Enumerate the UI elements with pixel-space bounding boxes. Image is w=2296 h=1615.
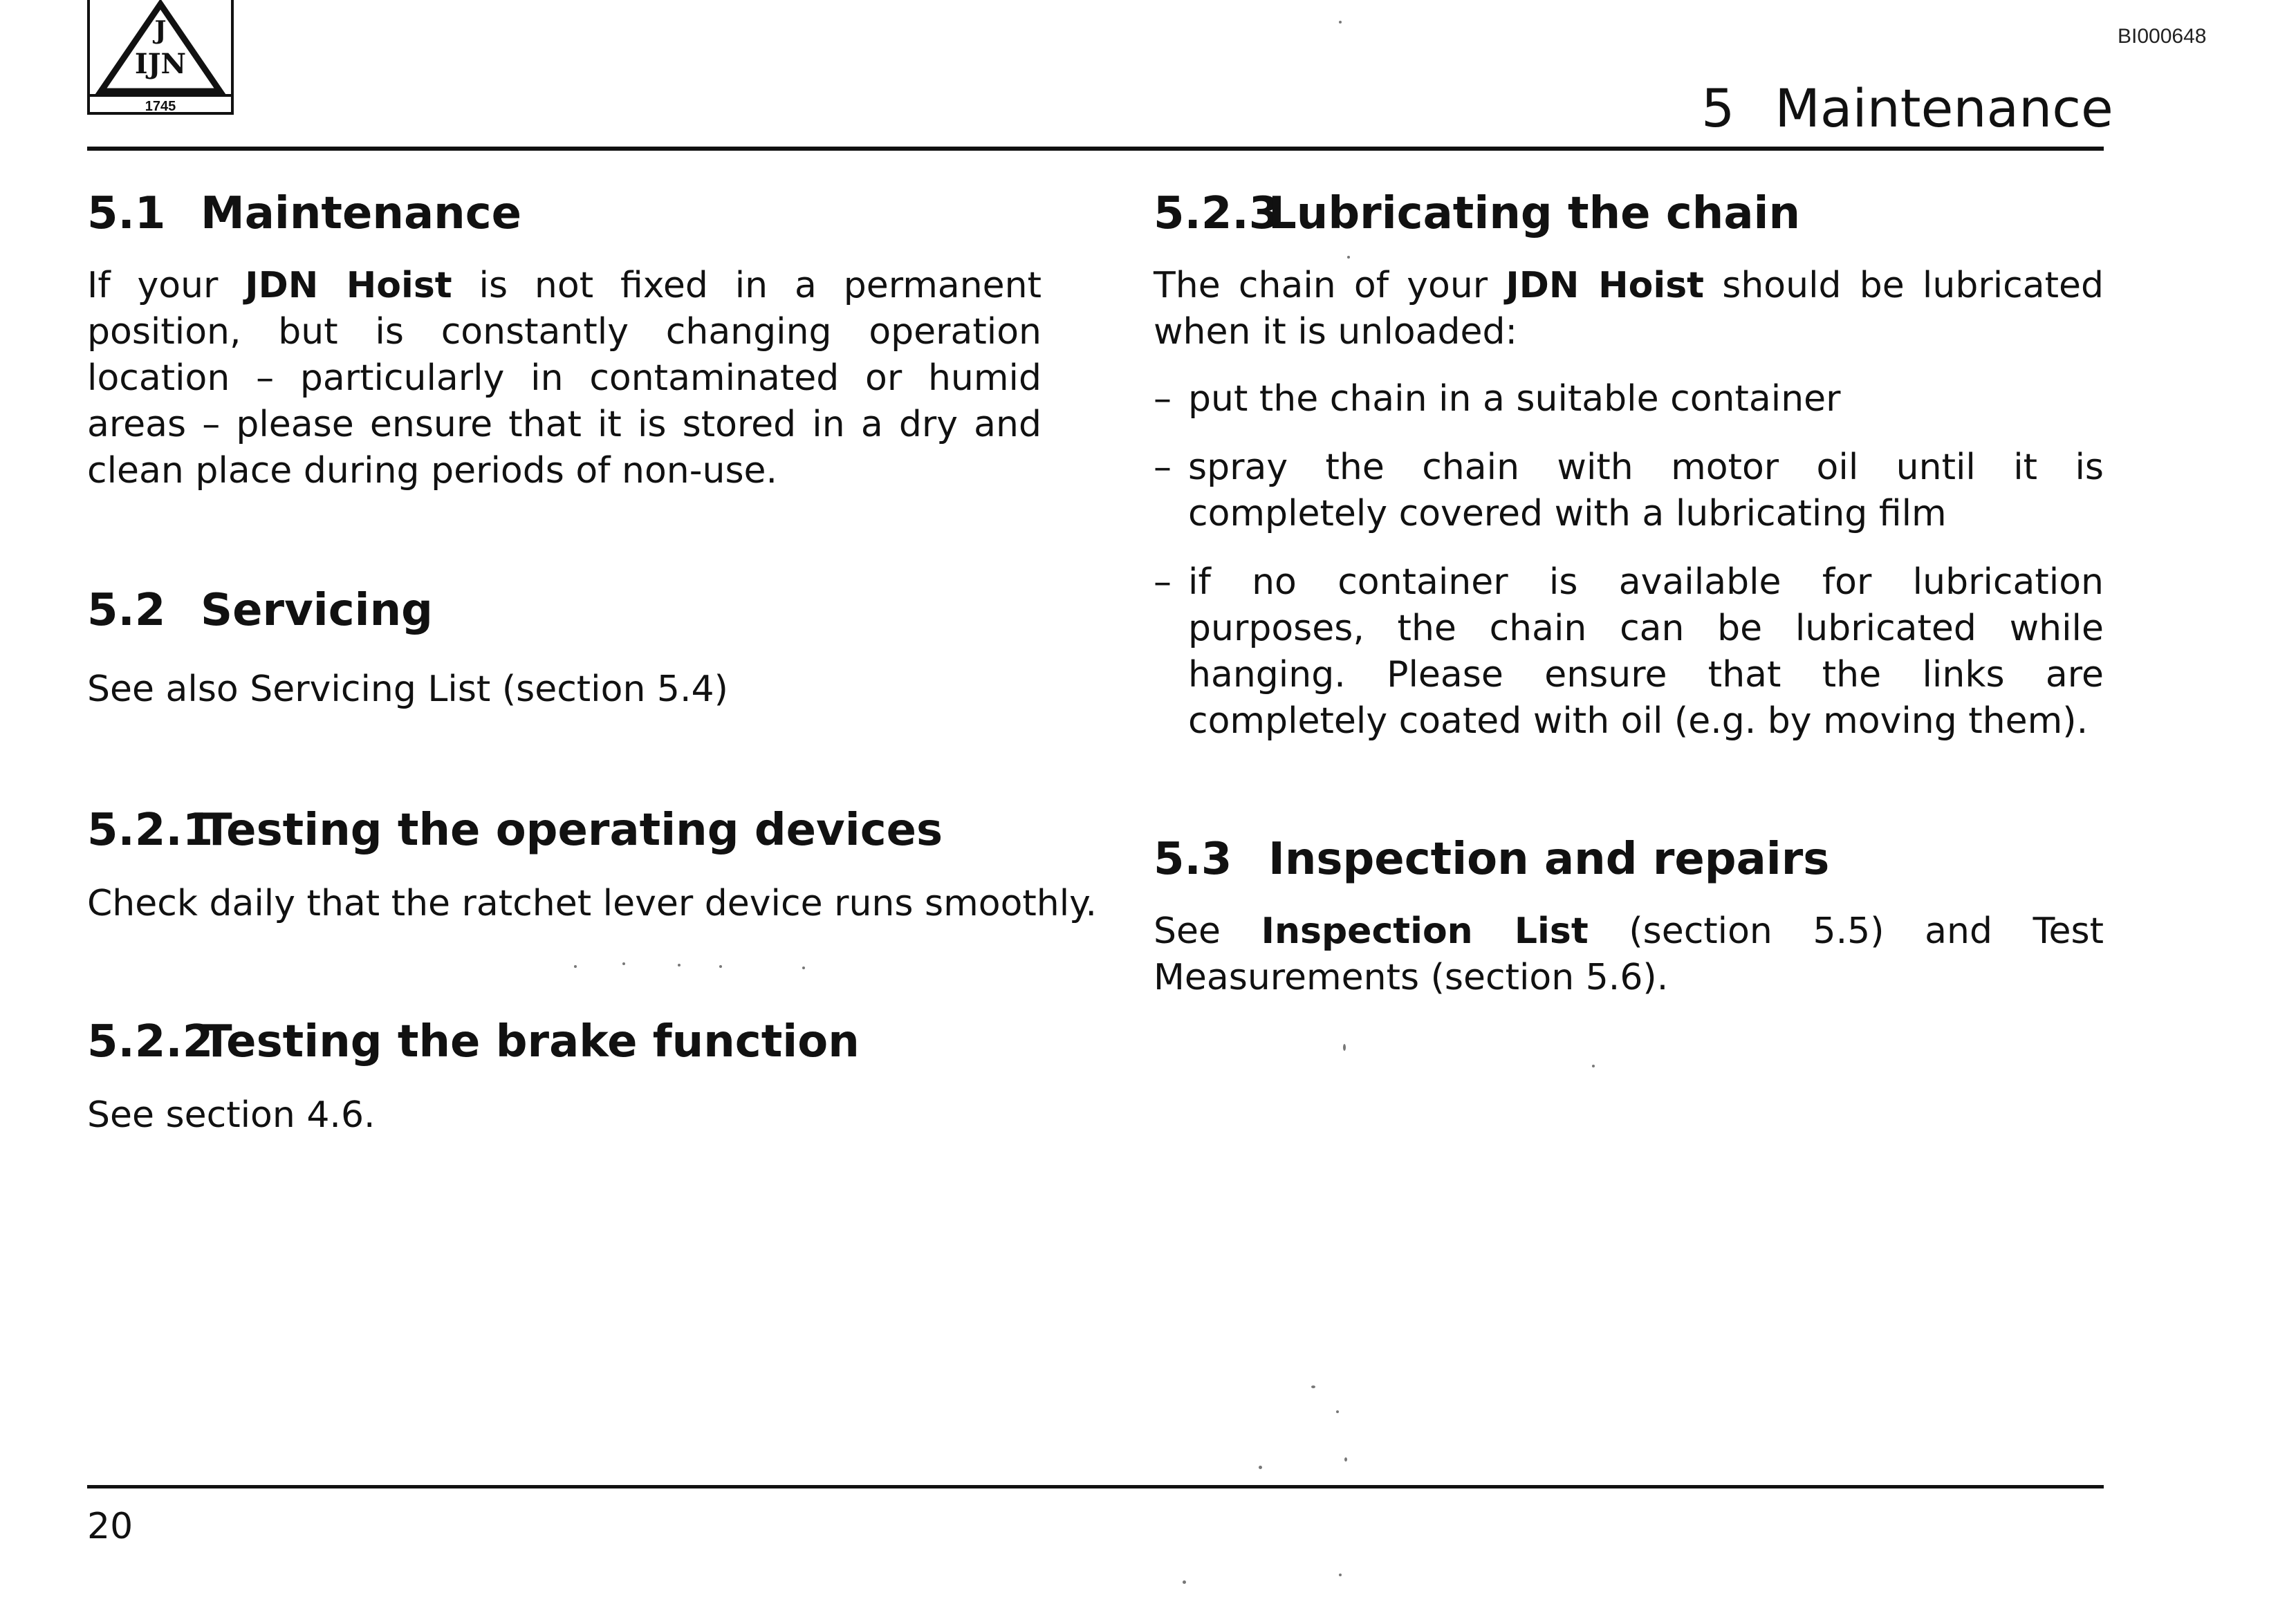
heading-5-2-1 <box>87 805 943 856</box>
heading-title: Lubricating the chain <box>1268 188 1800 239</box>
footer-rule <box>87 1485 2104 1488</box>
heading-title: Maintenance <box>201 188 522 239</box>
heading-title: Testing the brake function <box>202 1016 860 1067</box>
product-name: JDN Hoist <box>1506 265 1705 306</box>
heading-number: 5.2.2 <box>87 1016 214 1067</box>
text-segment: (section 5.5) and Test Measurements (section 5.6). <box>1154 911 2104 998</box>
paragraph-5-2-3 <box>1154 263 2104 355</box>
heading-title: Inspection and repairs <box>1268 834 1830 885</box>
list-item: – spray the chain with motor oil until it is completely covered with a lubricating film <box>1154 445 2104 537</box>
heading-title: Servicing <box>201 585 433 636</box>
heading-5-3 <box>1154 834 1829 885</box>
heading-number: 5.1 <box>87 188 166 239</box>
lubrication-steps <box>1154 376 2104 745</box>
paragraph-5-2-2: See section 4.6. <box>87 1094 376 1136</box>
page-number: 20 <box>87 1506 133 1547</box>
text-segment: is not fixed in a permanent position, but is constantly changing operation location – particularly in contaminated or humid areas – please ensure that it is stored in a dry and clean place during periods of non-use. <box>87 265 1042 492</box>
heading-number: 5.2.3 <box>1154 188 1280 239</box>
chapter-title <box>1701 77 2113 139</box>
text-segment: should be lubricated when it is unloaded: <box>1154 265 2104 353</box>
paragraph-5-2-1: Check daily that the ratchet lever device runs smoothly. <box>87 883 1098 924</box>
text-segment: The chain of your <box>1154 265 1506 306</box>
svg-text:J: J <box>154 16 167 45</box>
heading-5-1 <box>87 188 521 239</box>
document-id: BI000648 <box>2118 25 2207 48</box>
jdn-logo <box>87 0 235 116</box>
heading-number: 5.2 <box>87 585 166 636</box>
list-name: Inspection List <box>1261 911 1589 952</box>
chapter-title-text: Maintenance <box>1775 77 2113 139</box>
paragraph-5-2: See also Servicing List (section 5.4) <box>87 669 728 710</box>
heading-5-2-2 <box>87 1016 860 1067</box>
logo-year: 1745 <box>145 99 176 114</box>
heading-5-2-3 <box>1154 188 1800 239</box>
heading-number: 5.3 <box>1154 834 1232 885</box>
chapter-number: 5 <box>1701 77 1735 139</box>
text-segment: See <box>1154 911 1261 952</box>
header-rule <box>87 147 2104 151</box>
paragraph-5-1 <box>87 263 1041 494</box>
heading-5-2 <box>87 585 433 636</box>
svg-text:IJN: IJN <box>134 48 187 80</box>
heading-number: 5.2.1 <box>87 805 214 856</box>
product-name: JDN Hoist <box>245 265 452 306</box>
list-item: – if no container is available for lubrication purposes, the chain can be lubricated while hanging. Please ensure that the links are completely coated with oil (e.g. by moving them). <box>1154 559 2104 745</box>
list-item: – put the chain in a suitable container <box>1154 376 2104 422</box>
text-segment: If your <box>87 265 246 306</box>
paragraph-5-3 <box>1154 908 2104 1001</box>
heading-title: Testing the operating devices <box>202 805 943 856</box>
